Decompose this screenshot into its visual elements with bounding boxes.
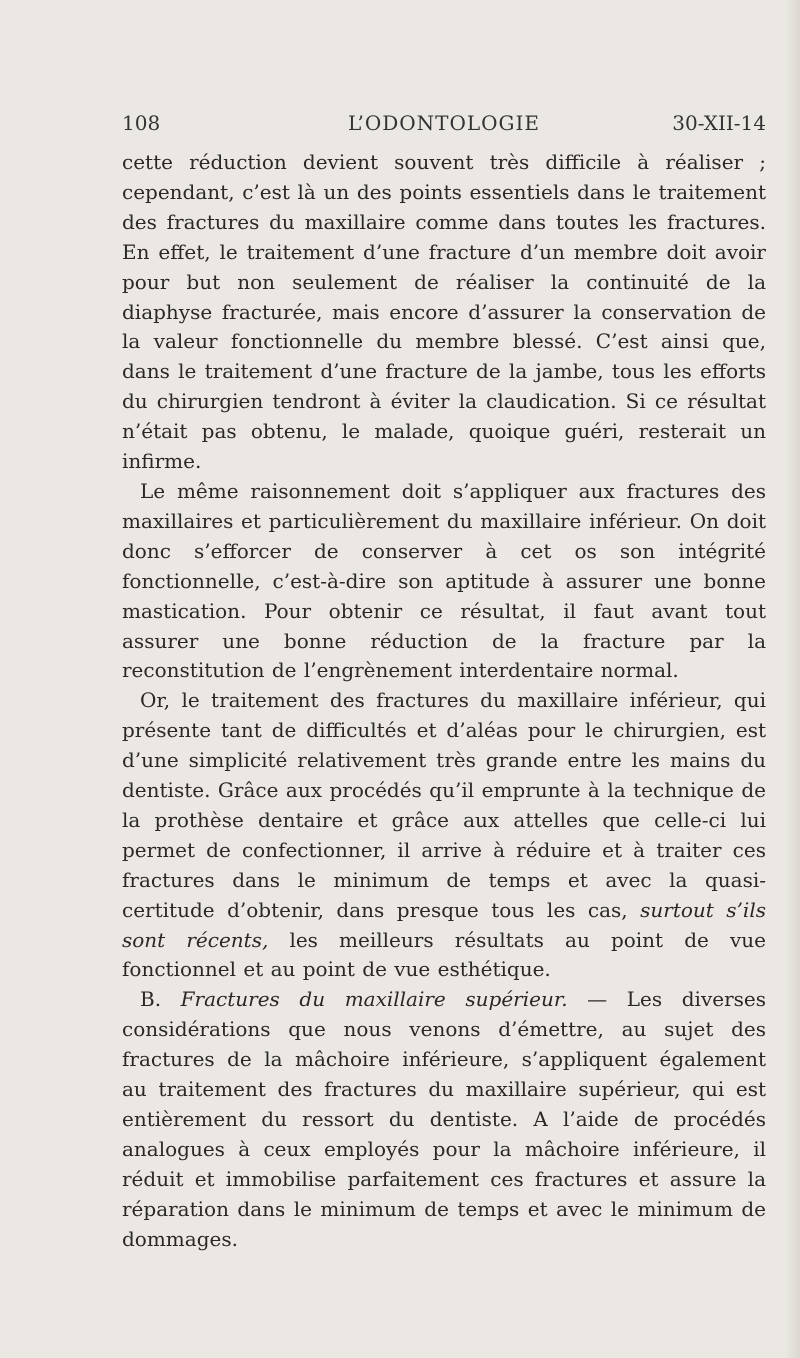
body-text — [122, 148, 766, 1255]
paragraph-2: Le même raisonnement doit s’appliquer aux fractures des maxillaires et particulièrement du maxillaire inférieur. On doit donc s’efforcer de conserver à cet os son intégrité fonctionnelle, c’est-à-dire son aptitude à assurer une bonne mastication. Pour obtenir ce résultat, il faut avant tout assurer une bonne réduction de la fracture par la reconstitution de l’engrènement interdentaire normal. — [122, 478, 766, 683]
section-heading-italic: Fractures du maxillaire supérieur. — [180, 987, 568, 1012]
section-label: B. — [140, 987, 162, 1012]
page-number: 108 — [122, 111, 161, 135]
paragraph-4-text: — Les diverses considérations que nous venons d’émettre, au sujet des fractures de la mâchoire inférieure, s’appliquent également au traitement des fractures du maxillaire supérieur, qui est entièrement du ressort du dentiste. A l’aide de procédés analogues à ceux employés pour la mâchoire inférieure, il réduit et immobilise parfaitement ces fractures et assure la réparation dans le minimum de temps et avec le minimum de dommages. — [122, 987, 767, 1251]
issue-date: 30-XII-14 — [672, 111, 766, 135]
journal-title: L’ODONTOLOGIE — [347, 111, 541, 135]
paragraph-3 — [122, 686, 766, 985]
paragraph-3-text-a: Or, le traitement des fractures du maxillaire inférieur, qui présente tant de difficultés et d’aléas pour le chirurgien, est d’une simplicité relativement très grande entre les mains du dentiste. Grâce aux procédés qu’il emprunte à la technique de la prothèse dentaire et grâce aux attelles que celle-ci lui permet de confectionner, il arrive à réduire et à traiter ces fractures dans le minimum de temps et avec la quasi-certitude d’obtenir, dans presque tous les cas, — [122, 688, 766, 922]
running-header — [122, 106, 766, 140]
paragraph-4 — [122, 985, 766, 1254]
paragraph-3-text-b: les meilleurs résultats au point de vue fonctionnel et au point de vue esthétique. — [122, 927, 766, 982]
paragraph-1: cette réduction devient souvent très difficile à réaliser ; cependant, c’est là un des points essentiels dans le traitement des fractures du maxillaire comme dans toutes les fractures. En effet, le traitement d’une fracture d’un membre doit avoir pour but non seulement de réaliser la continuité de la diaphyse fracturée, mais encore d’assurer la conservation de la valeur fonctionnelle du membre blessé. C’est ainsi que, dans le traitement d’une fracture de la jambe, tous les efforts du chirurgien tendront à éviter la claudication. Si ce résultat n’était pas obtenu, le malade, quoique guéri, resterait un infirme. — [122, 150, 766, 474]
paragraph-3-italic: surtout s’ils sont récents, — [122, 897, 766, 952]
page-edge — [786, 0, 800, 1358]
